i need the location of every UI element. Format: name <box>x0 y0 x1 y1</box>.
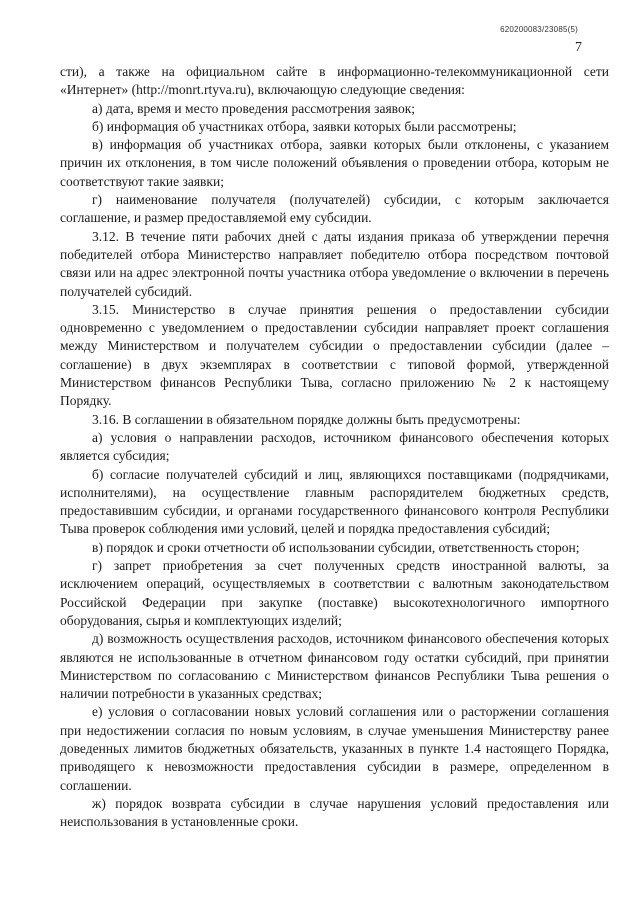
paragraph-3-16: 3.16. В соглашении в обязательном порядке должны быть предусмотрены: <box>92 411 521 427</box>
paragraph-3-16-a: а) условия о направлении расходов, источником финансового обеспечения которых является субсидия; <box>60 429 609 464</box>
document-body <box>60 63 609 831</box>
paragraph-item-a: а) дата, время и место проведения рассмотрения заявок; <box>92 100 416 116</box>
paragraph-3-16-zh: ж) порядок возврата субсидии в случае нарушения условий предоставления или неиспользования в установленные сроки. <box>60 795 609 830</box>
paragraph-3-15: 3.15. Министерство в случае принятия решения о предоставлении субсидии одновременно с уведомлением о предоставлении субсидии направляет проект соглашения между Министерством и получателем субсидии о предоставлении субсидии (далее – соглашение) в двух экземплярах в соответствии с типовой формой, утвержденной Министерством финансов Республики Тыва, согласно приложению № 2 к настоящему Порядку. <box>60 301 609 409</box>
paragraph-3-16-v: в) порядок и сроки отчетности об использовании субсидии, ответственность сторон; <box>92 539 580 555</box>
paragraph-item-b: б) информация об участниках отбора, заявки которых были рассмотрены; <box>92 118 517 134</box>
paragraph-item-v: в) информация об участниках отбора, заявки которых были отклонены, с указанием причин их отклонения, в том числе положений объявления о проведении отбора, которым не соответствуют такие заявки; <box>60 137 609 189</box>
paragraph-item-g: г) наименование получателя (получателей) субсидии, с которым заключается соглашение, и размер предоставляемой ему субсидии. <box>60 192 609 226</box>
paragraph-3-12: 3.12. В течение пяти рабочих дней с даты издания приказа об утверждении перечня победителей отбора Министерство направляет победителю отбора посредством почтовой связи или на адрес электронной почты участника отбора уведомление о включении в перечень получателей субсидий. <box>60 228 609 299</box>
page-number: 7 <box>575 40 582 55</box>
paragraph-3-16-b: б) согласие получателей субсидий и лиц, являющихся поставщиками (подрядчиками, исполнителями), на осуществление главным распорядителем бюджетных средств, предоставившим субсидии, и органами государственного финансового контроля Республики Тыва проверок соблюдения ими условий, целей и порядка предоставления субсидий; <box>60 466 609 537</box>
paragraph-3-16-d: д) возможность осуществления расходов, источником финансового обеспечения которых являются не использованные в отчетном финансовом году остатки субсидий, при принятии Министерством по согласованию с Министерством финансов Республики Тыва решения о наличии потребности в указанных средствах; <box>60 631 609 702</box>
paragraph-3-16-g: г) запрет приобретения за счет полученных средств иностранной валюты, за исключением операций, осуществляемых в соответствии с валютным законодательством Российской Федерации при закупке (поставке) высокотехнологичного импортного оборудования, сырья и комплектующих изделий; <box>60 558 609 628</box>
paragraph-3-16-e: е) условия о согласовании новых условий соглашения или о расторжении соглашения при недостижении согласия по новым условиям, в случае уменьшения Министерству ранее доведенных лимитов бюджетных обязательств, указанных в пункте 1.4 настоящего Порядка, приводящего к невозможности предоставления субсидии в размере, определенном в соглашении. <box>60 704 609 793</box>
paragraph-continuation: сти), а также на официальном сайте в информационно-телекоммуникационной сети «Интернет» (http://monrt.rtyva.ru), включающую следующие сведения: <box>60 64 609 98</box>
document-id: 620200083/23085(5) <box>500 25 578 34</box>
